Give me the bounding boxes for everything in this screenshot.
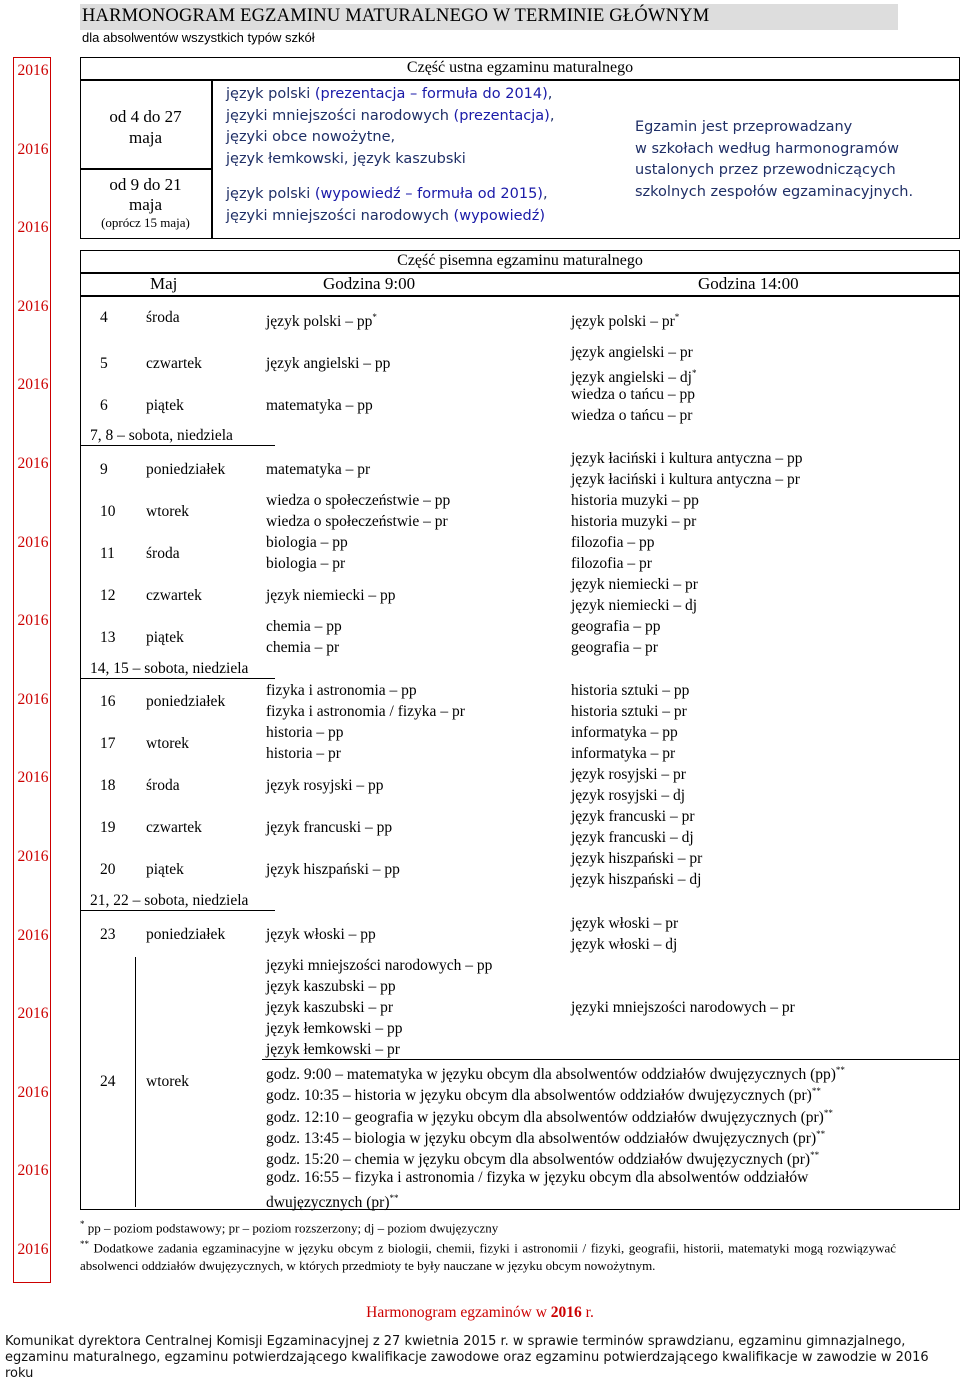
- subject-9am: wiedza o społeczeństwie – pr: [266, 513, 448, 530]
- oral-period-1-month: maja: [128, 128, 163, 147]
- weekday: czwartek: [146, 818, 202, 836]
- weekend-underline: [80, 678, 275, 679]
- bilingual-exam: godz. 10:35 – historia w języku obcym dla absolwentów oddziałów dwujęzycznych (pr)**: [266, 1086, 821, 1105]
- oral-col-divider: [211, 79, 213, 239]
- subject-2pm: geografia – pp: [571, 618, 661, 635]
- day-number: 5: [100, 354, 108, 372]
- subject-9am: język angielski – pp: [266, 354, 391, 372]
- subject-2pm: język włoski – dj: [571, 936, 678, 953]
- subject-9am: język francuski – pp: [266, 818, 393, 836]
- subject-9am: fizyka i astronomia / fizyka – pr: [266, 703, 465, 720]
- weekend-row: 14, 15 – sobota, niedziela: [90, 660, 249, 677]
- weekday: środa: [146, 309, 180, 326]
- oral-period-divider: [80, 168, 211, 170]
- subject-2pm: język rosyjski – dj: [571, 787, 686, 804]
- year-label: 2016: [17, 1162, 49, 1180]
- footnote-1: * pp – poziom podstawowy; pr – poziom rozszerzony; dj – poziom dwujęzyczny: [80, 1219, 499, 1236]
- subject-9am: język kaszubski – pr: [266, 999, 393, 1016]
- subject-2pm: historia muzyki – pp: [571, 492, 699, 509]
- oral-note-line: ustalonych przez przewodniczących: [635, 162, 896, 178]
- footnote-2: ** Dodatkowe zadania egzaminacyjne w języku obcym z biologii, chemii, fizyki i astronomii / fizyki, geografii, historii, matematyki mogą rozwiązywać absolwenci oddziałów dwujęzycznych, w których przedmioty te były nauczane w języku obcym nowożytnym.: [80, 1239, 896, 1273]
- subject-2pm: język niemiecki – dj: [571, 597, 698, 614]
- footer-caption: Harmonogram egzaminów w 2016 r.: [366, 1304, 594, 1321]
- day-number: 16: [100, 692, 116, 710]
- subject-2pm: informatyka – pr: [571, 745, 676, 762]
- subject-2pm: filozofia – pr: [571, 555, 652, 572]
- subject-2pm: język hiszpański – pr: [571, 850, 703, 867]
- subject-2pm: historia sztuki – pr: [571, 703, 687, 720]
- year-label: 2016: [17, 140, 49, 158]
- day24-bracket: [135, 957, 136, 1207]
- subject-2pm: język rosyjski – pr: [571, 766, 686, 783]
- written-heading: Część pisemna egzaminu maturalnego: [397, 252, 643, 269]
- weekday: piątek: [146, 396, 184, 414]
- weekday: poniedziałek: [146, 692, 226, 710]
- oral-group-2: język polski (wypowiedź – formuła od 2015), języki mniejszości narodowych (wypowiedź): [226, 186, 548, 224]
- subject-2pm: języki mniejszości narodowych – pr: [571, 999, 795, 1016]
- day-number: 18: [100, 776, 116, 794]
- weekday: wtorek: [146, 734, 190, 752]
- oral-period-1: [80, 106, 211, 148]
- subject-9am: język polski – pp*: [266, 312, 377, 331]
- subject-2pm: filozofia – pp: [571, 534, 655, 551]
- subject-9am: wiedza o społeczeństwie – pp: [266, 492, 451, 509]
- day-number: 13: [100, 628, 116, 646]
- subject-9am: historia – pp: [266, 724, 344, 741]
- subject-2pm: język hiszpański – dj: [571, 871, 702, 888]
- weekend-row: 7, 8 – sobota, niedziela: [90, 427, 233, 444]
- bilingual-exam: godz. 9:00 – matematyka w języku obcym dla absolwentów oddziałów dwujęzycznych (pp)**: [266, 1065, 845, 1084]
- subject-2pm: język polski – pr*: [571, 312, 680, 331]
- weekday: piątek: [146, 860, 184, 878]
- written-col-header-divider: [80, 295, 960, 297]
- bilingual-exam: godz. 12:10 – geografia w języku obcym dla absolwentów oddziałów dwujęzycznych (pr)**: [266, 1107, 833, 1126]
- subject-9am: chemia – pp: [266, 618, 342, 635]
- weekend-underline: [80, 445, 275, 446]
- subject-9am: język kaszubski – pp: [266, 978, 396, 995]
- col-14: Godzina 14:00: [698, 274, 799, 293]
- bilingual-exam: godz. 15:20 – chemia w języku obcym dla absolwentów oddziałów dwujęzycznych (pr)**: [266, 1150, 820, 1169]
- day-number: 19: [100, 818, 116, 836]
- subject-2pm: język francuski – pr: [571, 808, 695, 825]
- weekend-underline: [80, 910, 275, 911]
- weekday: poniedziałek: [146, 925, 226, 943]
- day-number: 17: [100, 734, 116, 752]
- subject-2pm: język angielski – pr: [571, 344, 693, 361]
- weekday: piątek: [146, 628, 184, 646]
- weekday: poniedziałek: [146, 460, 226, 478]
- subject-2pm: historia muzyki – pr: [571, 513, 697, 530]
- oral-period-2-exception: (oprócz 15 maja): [101, 215, 190, 230]
- written-divider: [80, 272, 960, 274]
- year-sidebar: [13, 57, 51, 1283]
- year-label: 2016: [17, 297, 49, 315]
- oral-note: [635, 117, 913, 203]
- year-label: 2016: [17, 1241, 49, 1258]
- year-label: 2016: [17, 848, 49, 865]
- day-number: 24: [100, 1073, 116, 1090]
- subject-2pm: język francuski – dj: [571, 829, 694, 846]
- col-9: Godzina 9:00: [323, 274, 416, 293]
- subject-2pm: historia sztuki – pp: [571, 682, 690, 699]
- oral-period-2-dates: od 9 do 21: [109, 175, 182, 194]
- day-number: 6: [100, 396, 108, 414]
- year-label: 2016: [17, 455, 49, 472]
- year-label: 2016: [17, 1083, 49, 1101]
- bilingual-divider: [262, 1059, 960, 1060]
- year-label: 2016: [17, 219, 49, 237]
- page-subtitle: dla absolwentów wszystkich typów szkół: [82, 30, 315, 45]
- subject-9am: fizyka i astronomia – pp: [266, 682, 417, 699]
- subject-2pm: język łaciński i kultura antyczna – pr: [571, 471, 800, 488]
- subject-9am: biologia – pr: [266, 555, 346, 572]
- subject-9am: chemia – pr: [266, 639, 340, 656]
- bilingual-exam: dwujęzycznych (pr)**: [266, 1192, 399, 1211]
- oral-group-1: język polski (prezentacja – formuła do 2014), języki mniejszości narodowych (prezentacja), języki obce nowożytne, język łemkowski, język kaszubski: [226, 86, 555, 167]
- weekday: wtorek: [146, 502, 190, 520]
- footnotes: [80, 1216, 896, 1274]
- weekday: czwartek: [146, 354, 202, 372]
- oral-period-2: [80, 175, 211, 231]
- subject-9am: biologia – pp: [266, 534, 348, 551]
- day-number: 10: [100, 502, 116, 520]
- day-number: 20: [100, 860, 116, 878]
- subject-9am: język łemkowski – pp: [266, 1020, 403, 1037]
- subject-2pm: język niemiecki – pr: [571, 576, 698, 593]
- page-title: HARMONOGRAM EGZAMINU MATURALNEGO W TERMINIE GŁÓWNYM: [82, 6, 710, 26]
- weekday: środa: [146, 544, 180, 562]
- subject-2pm: język łaciński i kultura antyczna – pp: [571, 450, 803, 467]
- col-month: Maj: [150, 274, 178, 293]
- subject-9am: język hiszpański – pp: [266, 860, 400, 878]
- year-label: 2016: [17, 612, 49, 630]
- subject-9am: matematyka – pp: [266, 396, 373, 414]
- subject-9am: język rosyjski – pp: [266, 776, 384, 794]
- oral-period-2-month: maja: [128, 195, 163, 214]
- year-label: 2016: [17, 926, 49, 944]
- oral-note-line: Egzamin jest przeprowadzany: [635, 119, 853, 135]
- year-label: 2016: [17, 690, 49, 708]
- subject-9am: język włoski – pp: [266, 925, 376, 943]
- subject-9am: historia – pr: [266, 745, 341, 762]
- oral-period-1-dates: od 4 do 27: [109, 107, 182, 126]
- subject-9am: matematyka – pr: [266, 460, 371, 478]
- day-number: 9: [100, 460, 108, 478]
- bilingual-exam: godz. 13:45 – biologia w języku obcym dla absolwentów oddziałów dwujęzycznych (pr)**: [266, 1128, 826, 1148]
- subject-9am: języki mniejszości narodowych – pp: [266, 957, 493, 974]
- bilingual-exam: godz. 16:55 – fizyka i astronomia / fizyka w języku obcym dla absolwentów oddziałów: [266, 1168, 809, 1186]
- subject-2pm: wiedza o tańcu – pp: [571, 386, 695, 403]
- oral-note-line: w szkołach według harmonogramów: [635, 140, 900, 157]
- subject-2pm: informatyka – pp: [571, 724, 678, 741]
- day-number: 4: [100, 309, 108, 326]
- day-number: 23: [100, 925, 116, 943]
- subject-2pm: wiedza o tańcu – pr: [571, 407, 693, 424]
- subject-9am: język niemiecki – pp: [266, 586, 396, 604]
- subject-2pm: geografia – pr: [571, 639, 658, 656]
- weekday: wtorek: [146, 1073, 190, 1090]
- subject-9am: język łemkowski – pr: [266, 1041, 400, 1058]
- subject-2pm: język angielski – dj*: [571, 368, 697, 387]
- footer-communique: Komunikat dyrektora Centralnej Komisji Egzaminacyjnej z 27 kwietnia 2015 r. w sprawie terminów sprawdzianu, egzaminu gimnazjalnego, egzaminu maturalnego, egzaminu potwierdzającego kwalifikacje zawodowe oraz egzaminu potwierdzającego kwalifikacje w zawodzie w 2016 roku: [5, 1334, 929, 1381]
- day-number: 11: [100, 544, 115, 562]
- weekend-row: 21, 22 – sobota, niedziela: [90, 892, 249, 909]
- year-label: 2016: [17, 62, 49, 79]
- year-label: 2016: [17, 533, 49, 551]
- year-label: 2016: [17, 769, 49, 787]
- oral-note-line: szkolnych zespołów egzaminacyjnych.: [635, 183, 914, 200]
- oral-heading: Część ustna egzaminu maturalnego: [406, 59, 634, 76]
- day-number: 12: [100, 586, 116, 604]
- weekday: środa: [146, 776, 180, 794]
- subject-2pm: język włoski – pr: [571, 915, 679, 932]
- year-label: 2016: [17, 1005, 49, 1023]
- weekday: czwartek: [146, 586, 202, 604]
- year-label: 2016: [17, 376, 49, 394]
